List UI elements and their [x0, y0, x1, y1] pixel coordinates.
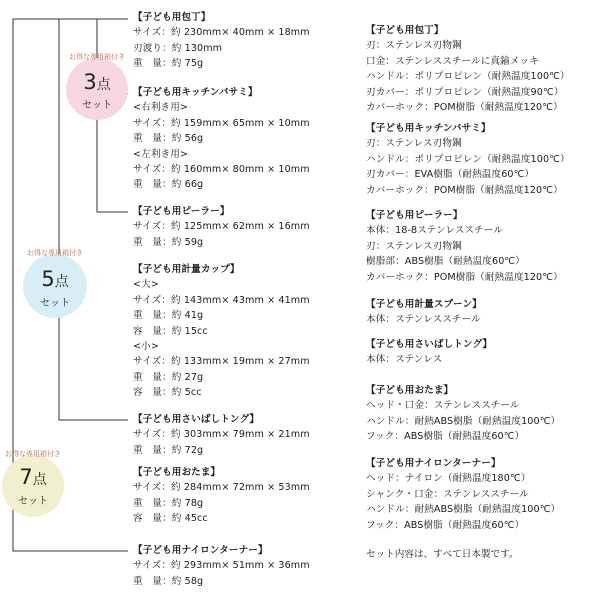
spec-line: <右利き用>	[133, 102, 189, 114]
spec-line: 重 量：約 78g	[133, 497, 204, 509]
spec-heading: 【子ども用ナイロンターナー】	[133, 545, 268, 556]
spec-heading: 【子ども用おたま】	[133, 467, 221, 478]
spec-line: サイズ：約 125mm× 62mm × 16mm	[133, 221, 310, 233]
spec-line: 刃渡り：約 130mm	[133, 42, 223, 54]
spec-line: サイズ：約 284mm× 72mm × 53mm	[133, 482, 310, 494]
spec-heading: 【子ども用包丁】	[133, 12, 211, 23]
spec-turner	[133, 543, 310, 589]
badge-number: 3	[83, 70, 97, 94]
material-line: ハンドル：耐熱ABS樹脂（耐熱温度100℃）	[366, 415, 561, 427]
material-heading: 【子ども用キッチンバサミ】	[366, 123, 491, 134]
spec-line: 重 量：約 58g	[133, 575, 204, 587]
spec-line: 容 量：約 15cc	[133, 325, 208, 337]
spec-line: サイズ：約 159mm× 65mm × 10mm	[133, 117, 310, 129]
box-included-tag: お得な専用箱付き	[5, 450, 61, 458]
material-heading: 【子ども用計量スプーン】	[366, 299, 482, 310]
material-line: 刃：ステンレス刃物鋼	[366, 240, 462, 252]
badge-number: 5	[41, 267, 55, 291]
material-peeler	[366, 208, 563, 285]
material-tongs	[366, 337, 492, 368]
spec-line: サイズ：約 143mm× 43mm × 41mm	[133, 294, 310, 306]
material-line: 口金：ステンレススチールに真鍮メッキ	[366, 55, 539, 67]
material-heading: 【子ども用さいばしトング】	[366, 339, 493, 350]
spec-line: 重 量：約 66g	[133, 179, 204, 191]
material-turner	[366, 456, 560, 533]
material-line: 刃カバー：EVA樹脂（耐熱温度60℃）	[366, 169, 535, 181]
spec-line: サイズ：約 160mm× 80mm × 10mm	[133, 163, 310, 175]
material-line: 刃：ステンレス刃物鋼	[366, 40, 462, 52]
spec-line: <大>	[133, 279, 159, 291]
material-knife	[366, 23, 570, 115]
spec-line: 重 量：約 75g	[133, 58, 204, 70]
box-included-tag: お得な専用箱付き	[69, 53, 125, 61]
material-ladle	[366, 383, 560, 445]
badge-unit: 点	[54, 274, 69, 290]
material-line: ハンドル：ポリプロピレン（耐熱温度100℃）	[366, 153, 570, 165]
spec-tongs	[133, 412, 310, 458]
material-line: ヘッド：ナイロン（耐熱温度180℃）	[366, 473, 531, 485]
material-measuring-spoon	[366, 297, 482, 328]
material-line: カバーホック：POM樹脂（耐熱温度120℃）	[366, 184, 563, 196]
badge-sub: セット	[40, 298, 70, 309]
material-line: 樹脂部：ABS樹脂（耐熱温度60℃）	[366, 256, 525, 268]
spec-peeler	[133, 204, 310, 250]
spec-line: 重 量：約 41g	[133, 310, 204, 322]
material-heading: 【子ども用ナイロンターナー】	[366, 458, 501, 469]
spec-line: 容 量：約 5cc	[133, 387, 202, 399]
spec-heading: 【子ども用さいばしトング】	[133, 414, 260, 425]
spec-line: 重 量：約 59g	[133, 236, 204, 248]
spec-heading: 【子ども用ピーラー】	[133, 206, 230, 217]
set-badge-7	[2, 450, 64, 517]
material-line: 本体：18-8ステンレススチール	[366, 225, 503, 237]
material-line: 刃：ステンレス刃物鋼	[366, 138, 462, 150]
badge-unit: 点	[32, 472, 47, 488]
spec-line: サイズ：約 293mm× 51mm × 36mm	[133, 560, 310, 572]
spec-line: サイズ：約 133mm× 19mm × 27mm	[133, 356, 310, 368]
spec-measuring-cup	[133, 262, 310, 401]
material-line: フック：ABS樹脂（耐熱温度60℃）	[366, 519, 525, 531]
spec-heading: 【子ども用計量カップ】	[133, 264, 240, 275]
badge-sub: セット	[18, 496, 48, 507]
spec-line: サイズ：約 230mm× 40mm × 18mm	[133, 27, 310, 39]
material-line: シャンク・口金：ステンレススチール	[366, 488, 529, 500]
badge-unit: 点	[96, 77, 111, 93]
spec-line: 容 量：約 45cc	[133, 513, 208, 525]
material-line: フック：ABS樹脂（耐熱温度60℃）	[366, 431, 525, 443]
made-in-japan-note: セット内容は、すべて日本製です。	[366, 549, 519, 560]
spec-line: サイズ：約 303mm× 79mm × 21mm	[133, 429, 310, 441]
spec-line: 重 量：約 27g	[133, 371, 204, 383]
badge-number: 7	[19, 465, 33, 489]
material-line: ヘッド・口金：ステンレススチール	[366, 400, 520, 412]
material-heading: 【子ども用おたま】	[366, 385, 454, 396]
box-included-tag: お得な専用箱付き	[27, 249, 83, 257]
material-scissors	[366, 121, 570, 198]
set-badge-3	[66, 53, 128, 120]
badge-sub: セット	[82, 100, 112, 111]
spec-heading: 【子ども用キッチンバサミ】	[133, 87, 258, 98]
spec-scissors	[133, 85, 310, 193]
spec-line: <小>	[133, 340, 159, 352]
spec-ladle	[133, 465, 310, 527]
material-heading: 【子ども用ピーラー】	[366, 210, 463, 221]
set-badge-5	[23, 249, 87, 318]
spec-line: 重 量：約 72g	[133, 444, 204, 456]
spec-knife	[133, 10, 310, 72]
spec-line: <左利き用>	[133, 148, 189, 160]
material-line: 本体：ステンレス	[366, 354, 443, 366]
material-line: カバーホック：POM樹脂（耐熱温度120℃）	[366, 101, 563, 113]
material-line: カバーホック：POM樹脂（耐熱温度120℃）	[366, 271, 563, 283]
material-heading: 【子ども用包丁】	[366, 25, 444, 36]
spec-line: 重 量：約 56g	[133, 133, 204, 145]
material-line: ハンドル：ポリプロピレン（耐熱温度100℃）	[366, 71, 570, 83]
material-line: ハンドル：耐熱ABS樹脂（耐熱温度100℃）	[366, 504, 561, 516]
material-line: 本体：ステンレススチール	[366, 314, 481, 326]
material-line: 刃カバー：ポリプロピレン（耐熱温度90℃）	[366, 86, 564, 98]
